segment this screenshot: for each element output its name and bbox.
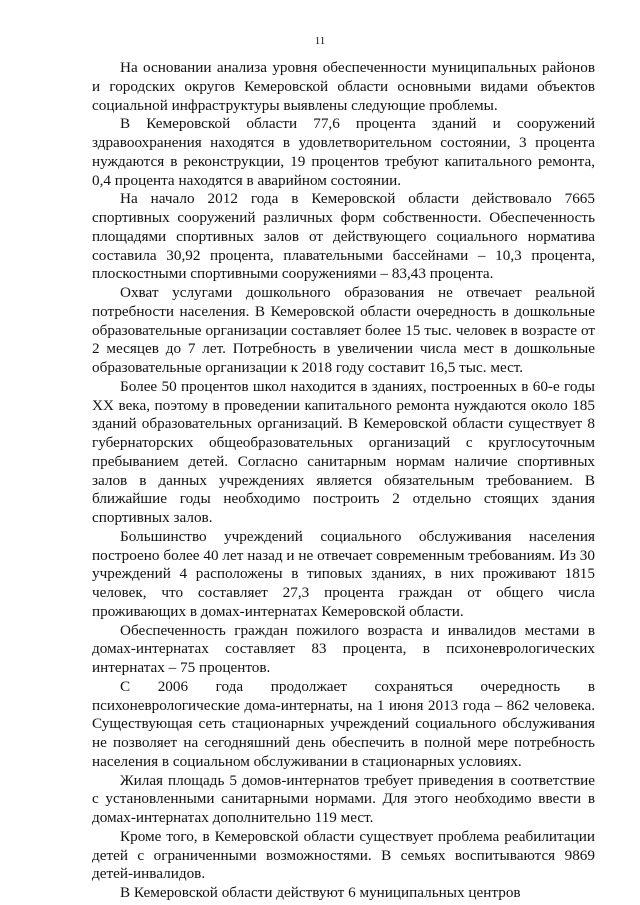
document-body (92, 59, 595, 903)
paragraph-sports: На начало 2012 года в Кемеровской области действовало 7665 спортивных сооружений различных форм собственности. Обеспеченность площадями спортивных залов от действующего социального норматива составила 30,92 процента, плавательными бассейнами – 10,3 процента, плоскостными спортивными сооружениями – 83,43 процента. (92, 190, 595, 283)
paragraph-queue: С 2006 года продолжает сохраняться очередность в психоневрологические дома-интернаты, на 1 июня 2013 года – 862 человека. Существующая сеть стационарных учреждений социального обслуживания не позволяет на сегодняшний день обеспечить в полной мере потребность населения в социальном обслуживании в стационарных условиях. (92, 677, 595, 770)
paragraph-schools: Более 50 процентов школ находится в зданиях, построенных в 60-е годы XX века, поэтому в проведении капитального ремонта нуждаются около 185 зданий образовательных организаций. В Кемеровской области существует 8 губернаторских общеобразовательных организаций с круглосуточным пребыванием детей. Согласно санитарным нормам наличие спортивных залов в данных учреждениях является обязательным требованием. В ближайшие годы необходимо построить 2 отдельно стоящих здания спортивных залов. (92, 377, 595, 526)
paragraph-rehabilitation: Кроме того, в Кемеровской области существует проблема реабилитации детей с ограниченными возможностями. В семьях воспитываются 9869 детей-инвалидов. (92, 827, 595, 883)
paragraph-preschool: Охват услугами дошкольного образования не отвечает реальной потребности населения. В Кемеровской области очередность в дошкольные образовательные организации составляет более 15 тыс. человек в возрасте от 2 месяцев до 7 лет. Потребность в увеличении числа мест в дошкольные образовательные организации к 2018 году составит 16,5 тыс. мест. (92, 284, 595, 376)
page-number: 11 (314, 35, 326, 47)
paragraph-living-space: Жилая площадь 5 домов-интернатов требует приведения в соответствие с установленными санитарными нормами. Для этого необходимо ввести в домах-интернатах дополнительно 119 мест. (92, 771, 595, 826)
paragraph-centers: В Кемеровской области действуют 6 муниципальных центров (120, 884, 521, 901)
paragraph-intro: На основании анализа уровня обеспеченности муниципальных районов и городских округов Кемеровской области основными видами объектов социальной инфраструктуры выявлены следующие проблемы. (92, 59, 595, 114)
paragraph-social-service: Большинство учреждений социального обслуживания населения построено более 40 лет назад и не отвечает современным требованиям. Из 30 учреждений 4 расположены в типовых зданиях, в них проживают 1815 человек, что составляет 27,3 процента граждан от общего числа проживающих в домах-интернатах Кемеровской области. (92, 527, 595, 620)
paragraph-healthcare: В Кемеровской области 77,6 процента зданий и сооружений здравоохранения находятся в удовлетворительном состоянии, 3 процента нуждаются в реконструкции, 19 процентов требуют капитального ремонта, 0,4 процента находятся в аварийном состоянии. (92, 115, 595, 189)
paragraph-elderly-provision: Обеспеченность граждан пожилого возраста и инвалидов местами в домах-интернатах составляет 83 процента, в психоневрологических интернатах – 75 процентов. (92, 621, 595, 676)
